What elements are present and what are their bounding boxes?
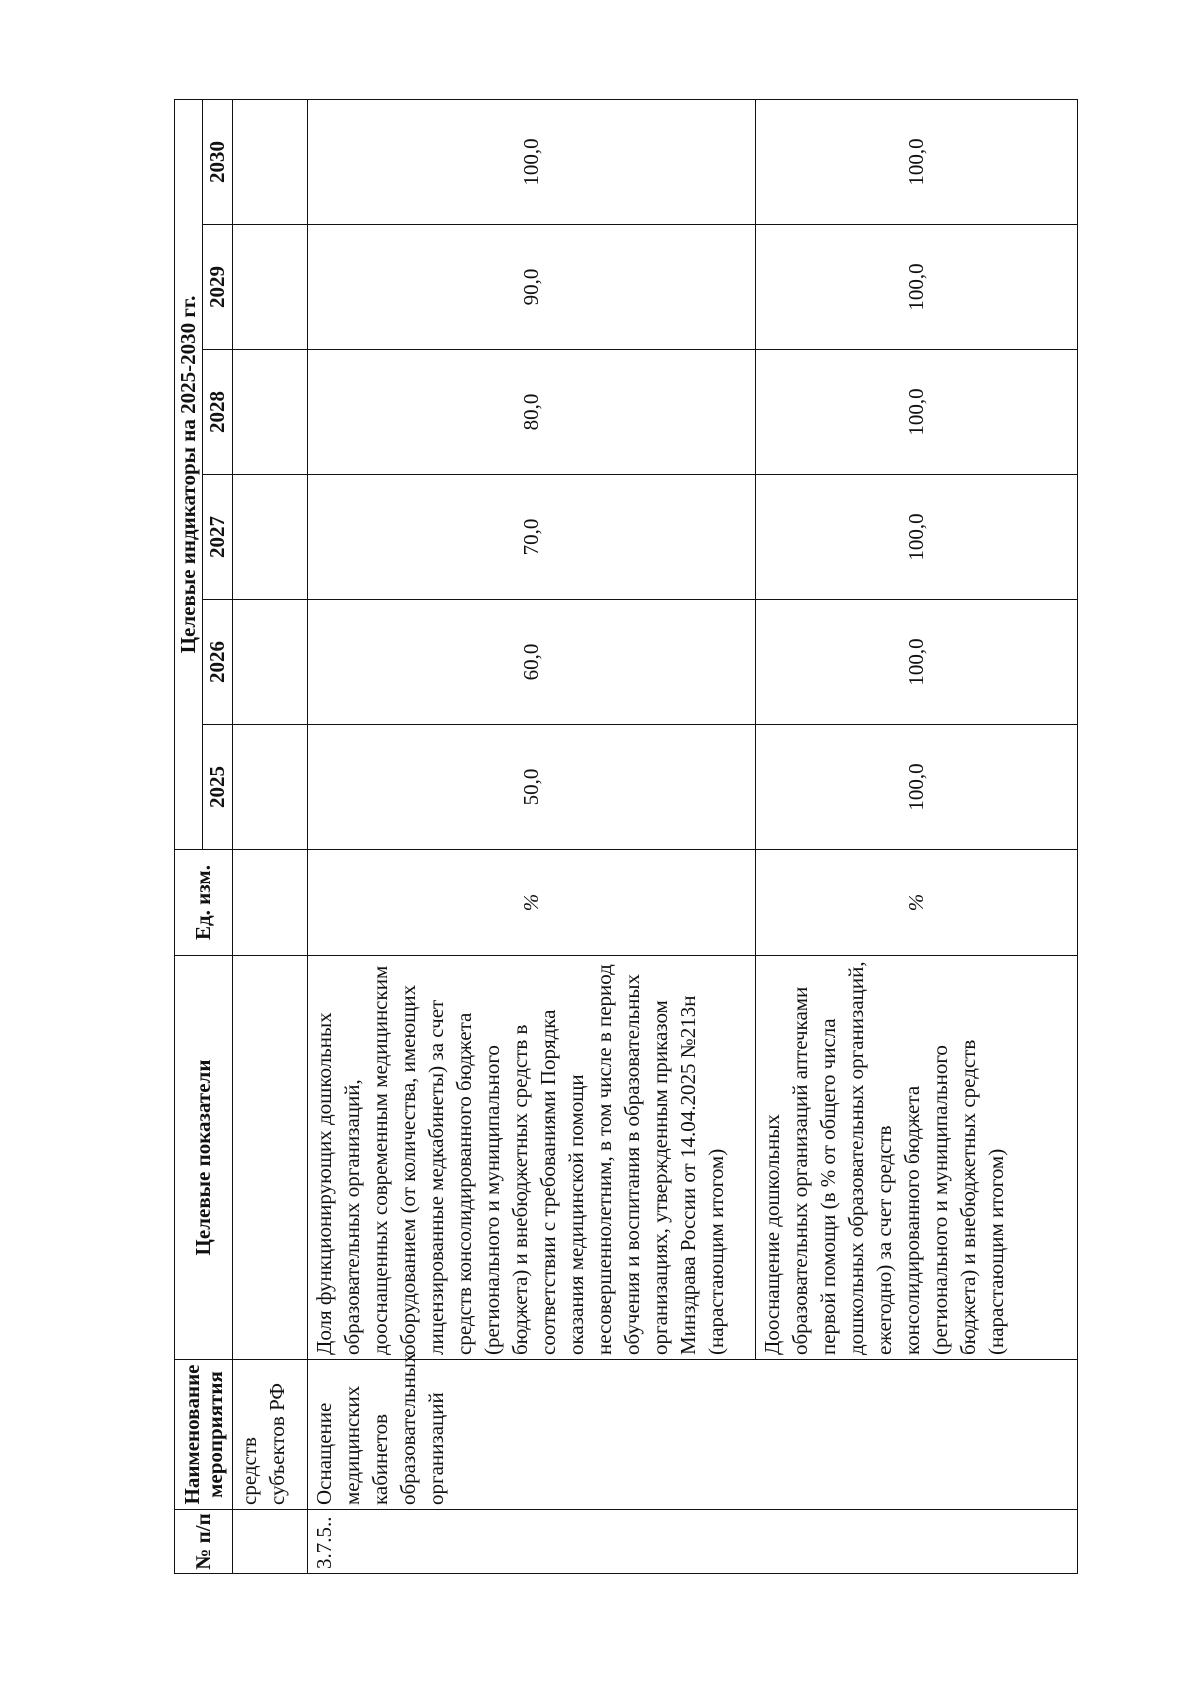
cell-empty [233, 350, 308, 475]
cell-empty [233, 956, 308, 1360]
value-2025: 100,0 [756, 725, 1078, 850]
cell-empty [233, 225, 308, 350]
value-2029: 100,0 [756, 225, 1078, 350]
value-2025: 50,0 [308, 725, 756, 850]
table-row [756, 99, 1078, 1573]
header-year-2030: 2030 [203, 99, 233, 224]
header-indicator: Целевые показатели [175, 956, 233, 1360]
value-2027: 70,0 [308, 475, 756, 600]
cell-empty [233, 600, 308, 725]
cell-empty [233, 1510, 308, 1574]
header-num: № п/п [175, 1510, 233, 1574]
rotated-page [174, 100, 1078, 1574]
cell-empty [233, 850, 308, 956]
indicator-unit: % [308, 850, 756, 956]
item-num: 3.7.5.. [308, 1510, 1078, 1574]
header-unit: Ед. изм. [175, 850, 233, 956]
header-year-2028: 2028 [203, 350, 233, 475]
value-2030: 100,0 [308, 99, 756, 224]
value-2028: 80,0 [308, 350, 756, 475]
value-2026: 100,0 [756, 600, 1078, 725]
indicator-unit: % [756, 850, 1078, 956]
header-targets-group: Целевые индикаторы на 2025-2030 гг. [175, 99, 203, 849]
cell-empty [233, 99, 308, 224]
value-2030: 100,0 [756, 99, 1078, 224]
value-2026: 60,0 [308, 600, 756, 725]
continuation-row [233, 99, 308, 1573]
header-name: Наименование мероприятия [175, 1360, 233, 1510]
indicators-table [174, 99, 1078, 1574]
value-2029: 90,0 [308, 225, 756, 350]
table-row [308, 99, 756, 1573]
header-year-2029: 2029 [203, 225, 233, 350]
header-year-2025: 2025 [203, 725, 233, 850]
cell-empty [233, 475, 308, 600]
cell-empty [233, 725, 308, 850]
item-name: Оснащение медицинских кабинетов образовательных организаций [308, 1360, 1078, 1510]
value-2027: 100,0 [756, 475, 1078, 600]
continuation-name: средств субъектов РФ [233, 1360, 308, 1510]
header-year-2027: 2027 [203, 475, 233, 600]
value-2028: 100,0 [756, 350, 1078, 475]
indicator-text: Дооснащение дошкольных образовательных организаций аптечками первой помощи (в % от общего числа дошкольных образовательных организаций, ежегодно) за счет средств консолидированного бюджета (регионального и муниципального бюджета) и внебюджетных средств (нарастающим итогом) [756, 956, 1078, 1360]
header-year-2026: 2026 [203, 600, 233, 725]
indicator-text: Доля функционирующих дошкольных образовательных организаций, дооснащенных современным медицинским оборудованием (от количества, имеющих лицензированные медкабинеты) за счет средств консолидированного бюджета (регионального и муниципального бюджета) и внебюджетных средств в соответствии с требованиями Порядка оказания медицинской помощи несовершеннолетним, в том числе в период обучения и воспитания в образовательных организациях, утвержденным приказом Минздрава России от 14.04.2025 №213н (нарастающим итогом) [308, 956, 756, 1360]
